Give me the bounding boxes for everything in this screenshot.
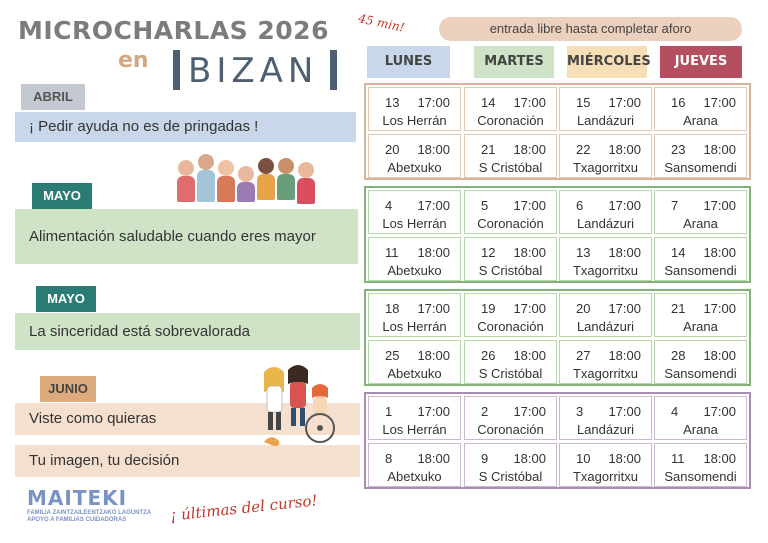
week-block-abril: [364, 83, 751, 180]
cell-time: 18:00: [703, 348, 736, 363]
cell-day-number: 27: [576, 348, 591, 363]
cell-location: Los Herrán: [382, 113, 447, 128]
cell-day-number: 5: [481, 198, 489, 213]
cell-time: 18:00: [608, 245, 641, 260]
calendar-cell: [654, 134, 747, 178]
cell-time: 17:00: [703, 404, 736, 419]
cell-location: Abetxuko: [387, 469, 442, 484]
calendar-cell: [559, 340, 652, 384]
cell-time: 17:00: [513, 301, 546, 316]
calendar-cell: [464, 87, 557, 131]
cell-location: S Cristóbal: [478, 469, 543, 484]
bizan-bar-right: [330, 50, 337, 90]
cell-time: 17:00: [417, 198, 450, 213]
cell-time: 17:00: [608, 301, 641, 316]
cell-location: Sansomendi: [664, 366, 737, 381]
cell-day-number: 6: [576, 198, 584, 213]
cell-day-number: 20: [576, 301, 591, 316]
cell-time: 17:00: [417, 301, 450, 316]
cell-location: Txagorritxu: [572, 366, 639, 381]
cell-time: 18:00: [513, 142, 546, 157]
calendar-cell: [559, 396, 652, 440]
cell-location: Landázuri: [576, 422, 635, 437]
cell-location: Coronación: [477, 319, 544, 334]
cell-day-number: 22: [576, 142, 591, 157]
calendar-cell: [368, 293, 461, 337]
cell-time: 18:00: [703, 245, 736, 260]
cell-time: 17:00: [417, 404, 450, 419]
cell-time: 18:00: [417, 142, 450, 157]
cell-time: 18:00: [608, 142, 641, 157]
cell-day-number: 19: [481, 301, 496, 316]
cell-location: Coronación: [477, 113, 544, 128]
cell-time: 18:00: [513, 348, 546, 363]
cell-time: 18:00: [703, 142, 736, 157]
calendar-cell: [368, 190, 461, 234]
cell-time: 17:00: [608, 404, 641, 419]
cell-time: 17:00: [703, 198, 736, 213]
cell-location: Arana: [683, 422, 718, 437]
cell-day-number: 13: [576, 245, 591, 260]
week-block-mayo-2: [364, 289, 751, 386]
topic-junio-2: Tu imagen, tu decisión: [15, 445, 360, 477]
cell-location: Abetxuko: [387, 160, 442, 175]
cell-time: 18:00: [608, 451, 641, 466]
cell-time: 17:00: [608, 198, 641, 213]
cell-location: Sansomendi: [664, 160, 737, 175]
cell-time: 17:00: [513, 198, 546, 213]
calendar-cell: [368, 237, 461, 281]
cell-location: Txagorritxu: [572, 263, 639, 278]
cell-day-number: 28: [671, 348, 686, 363]
cell-time: 17:00: [513, 95, 546, 110]
calendar-cell: [464, 293, 557, 337]
cell-day-number: 15: [576, 95, 591, 110]
maiteki-logo: MAITEKI: [27, 486, 128, 510]
cell-location: S Cristóbal: [478, 160, 543, 175]
calendar-cell: [368, 396, 461, 440]
month-tag-mayo-2: MAYO: [36, 286, 96, 312]
cell-day-number: 25: [385, 348, 400, 363]
cell-day-number: 8: [385, 451, 393, 466]
calendar-cell: [464, 340, 557, 384]
girls-and-wheelchair-illustration: [258, 362, 340, 448]
calendar-cell: [654, 190, 747, 234]
cell-location: Sansomendi: [664, 263, 737, 278]
calendar-cell: [464, 134, 557, 178]
calendar-cell: [464, 190, 557, 234]
cell-day-number: 14: [671, 245, 686, 260]
cell-time: 17:00: [703, 95, 736, 110]
calendar-cell: [654, 443, 747, 487]
calendar-cell: [368, 340, 461, 384]
calendar-cell: [654, 87, 747, 131]
calendar-cell: [368, 87, 461, 131]
day-header-miercoles: MIÉRCOLES: [567, 46, 647, 78]
cell-time: 17:00: [703, 301, 736, 316]
cell-location: Abetxuko: [387, 366, 442, 381]
maiteki-subtitle-line-1: FAMILIA ZAINTZAILEENTZAKO LAGUNTZA: [27, 510, 152, 516]
cell-location: Los Herrán: [382, 216, 447, 231]
calendar-cell: [464, 443, 557, 487]
cell-day-number: 14: [481, 95, 496, 110]
cell-day-number: 26: [481, 348, 496, 363]
cell-location: Landázuri: [576, 319, 635, 334]
calendar-cell: [464, 396, 557, 440]
month-tag-mayo-1: MAYO: [32, 183, 92, 209]
cell-time: 17:00: [608, 95, 641, 110]
cell-day-number: 7: [671, 198, 679, 213]
cell-day-number: 11: [385, 245, 399, 260]
cell-day-number: 1: [385, 404, 393, 419]
cell-day-number: 23: [671, 142, 686, 157]
topic-junio-1: Viste como quieras: [15, 403, 360, 435]
cell-day-number: 2: [481, 404, 489, 419]
topic-mayo-2: La sinceridad está sobrevalorada: [15, 313, 360, 350]
cell-location: Abetxuko: [387, 263, 442, 278]
cell-time: 18:00: [513, 451, 546, 466]
cell-time: 18:00: [417, 348, 450, 363]
cell-location: S Cristóbal: [478, 366, 543, 381]
cell-day-number: 9: [481, 451, 489, 466]
month-tag-junio: JUNIO: [40, 376, 96, 402]
cell-location: Sansomendi: [664, 469, 737, 484]
calendar-cell: [368, 443, 461, 487]
calendar-cell: [559, 87, 652, 131]
poster-title: MICROCHARLAS 2026: [18, 16, 329, 45]
cell-location: Coronación: [477, 422, 544, 437]
cell-location: S Cristóbal: [478, 263, 543, 278]
calendar-cell: [368, 134, 461, 178]
title-en: en: [118, 48, 149, 73]
week-block-junio: [364, 392, 751, 489]
calendar-cell: [654, 293, 747, 337]
last-of-course-note: ¡ últimas del curso!: [169, 491, 319, 525]
cell-location: Txagorritxu: [572, 160, 639, 175]
cell-location: Arana: [683, 319, 718, 334]
maiteki-subtitle: [27, 510, 151, 524]
calendar-cell: [559, 443, 652, 487]
cell-time: 18:00: [417, 451, 450, 466]
calendar-cell: [559, 293, 652, 337]
topic-abril: ¡ Pedir ayuda no es de pringadas !: [15, 112, 356, 142]
cell-day-number: 4: [671, 404, 679, 419]
cell-day-number: 20: [385, 142, 400, 157]
duration-note: 45 min!: [357, 11, 406, 35]
cell-location: Coronación: [477, 216, 544, 231]
cell-location: Los Herrán: [382, 422, 447, 437]
day-header-martes: MARTES: [474, 46, 554, 78]
cell-day-number: 21: [671, 301, 686, 316]
cell-day-number: 21: [481, 142, 496, 157]
topic-mayo-1: Alimentación saludable cuando eres mayor: [15, 209, 358, 264]
cell-day-number: 3: [576, 404, 584, 419]
cell-time: 18:00: [417, 245, 450, 260]
group-of-older-people-illustration: [172, 152, 328, 210]
cell-location: Los Herrán: [382, 319, 447, 334]
week-block-mayo-1: [364, 186, 751, 283]
cell-time: 17:00: [513, 404, 546, 419]
day-header-jueves: JUEVES: [660, 46, 742, 78]
brand-bizan: BIZAN: [188, 51, 319, 91]
bizan-bar-left: [173, 50, 180, 90]
cell-day-number: 12: [481, 245, 496, 260]
cell-location: Txagorritxu: [572, 469, 639, 484]
cell-time: 18:00: [513, 245, 546, 260]
cell-location: Landázuri: [576, 216, 635, 231]
day-header-lunes: LUNES: [367, 46, 450, 78]
maiteki-subtitle-line-2: APOYO A FAMILIAS CUIDADORAS: [27, 517, 127, 523]
cell-time: 18:00: [703, 451, 736, 466]
calendar-cell: [654, 340, 747, 384]
calendar-cell: [559, 237, 652, 281]
cell-time: 17:00: [417, 95, 450, 110]
cell-day-number: 13: [385, 95, 400, 110]
calendar-cell: [464, 237, 557, 281]
entrance-pill: entrada libre hasta completar aforo: [439, 17, 742, 41]
cell-day-number: 11: [671, 451, 685, 466]
cell-day-number: 4: [385, 198, 393, 213]
month-tag-abril: ABRIL: [21, 84, 85, 110]
cell-time: 18:00: [608, 348, 641, 363]
calendar-cell: [559, 134, 652, 178]
calendar-cell: [654, 396, 747, 440]
cell-day-number: 16: [671, 95, 686, 110]
cell-location: Landázuri: [576, 113, 635, 128]
cell-day-number: 10: [576, 451, 591, 466]
cell-location: Arana: [683, 216, 718, 231]
cell-location: Arana: [683, 113, 718, 128]
calendar-cell: [559, 190, 652, 234]
calendar-cell: [654, 237, 747, 281]
cell-day-number: 18: [385, 301, 400, 316]
